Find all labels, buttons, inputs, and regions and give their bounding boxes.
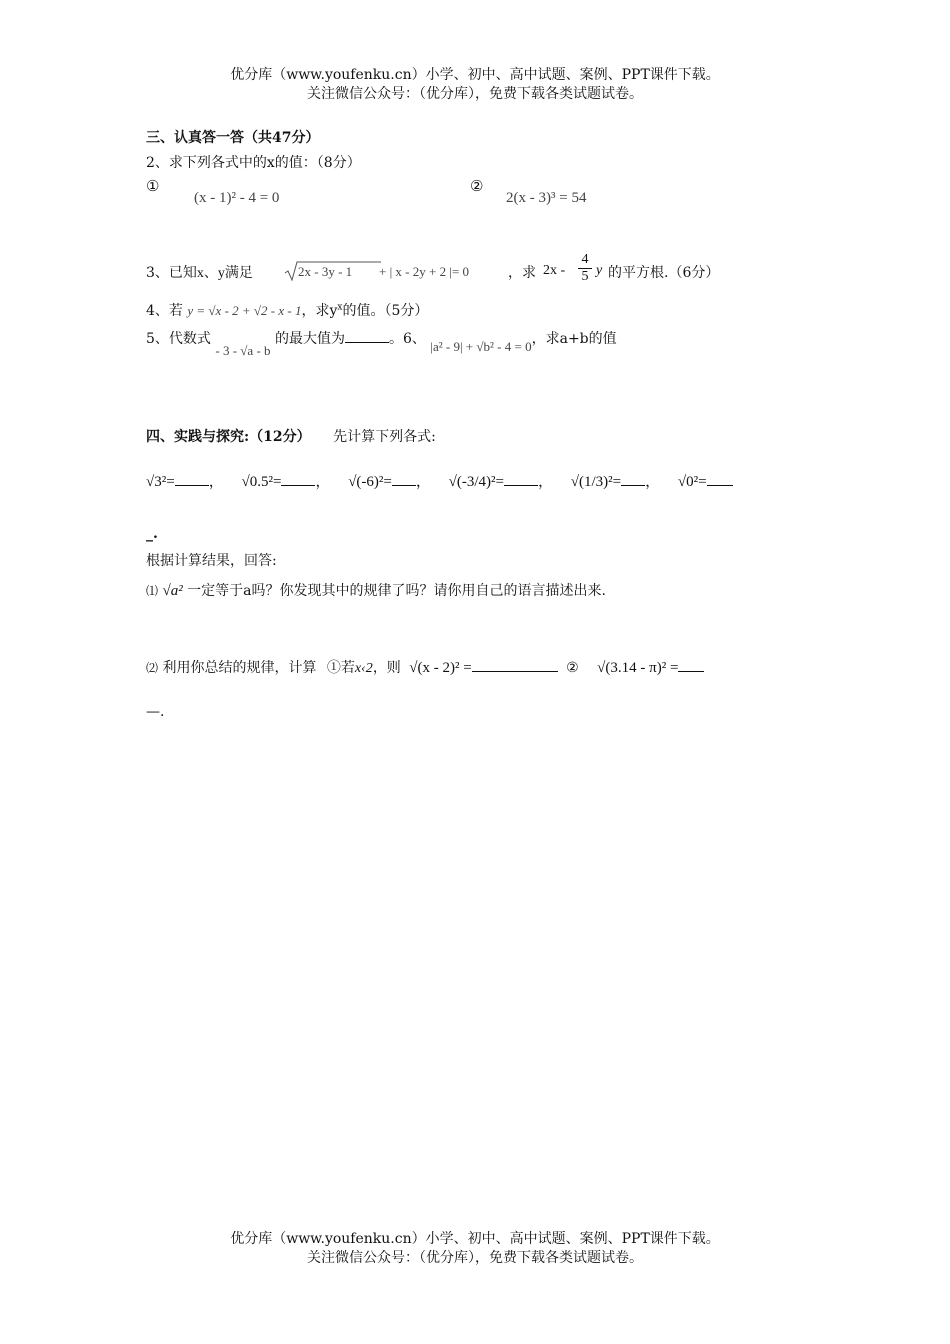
computation-blank-5[interactable] bbox=[621, 485, 645, 486]
part-1-expression: √a² bbox=[162, 583, 183, 599]
computation-blank-2[interactable] bbox=[281, 485, 315, 486]
q2-part2-number: ② bbox=[470, 177, 484, 195]
header-line-1: 优分库（www.youfenku.cn）小学、初中、高中试题、案例、PPT课件下载。 bbox=[230, 67, 720, 83]
computation-item-4: √(-3/4)²= bbox=[448, 474, 504, 490]
part-1-number: ⑴ bbox=[146, 584, 159, 598]
q3-var-y: y bbox=[217, 266, 225, 281]
q3-fraction-denominator: 5 bbox=[581, 269, 589, 284]
q3-tail: 的平方根.（6分） bbox=[608, 265, 720, 281]
computation-blank-6[interactable] bbox=[707, 485, 733, 486]
comma-5: ， bbox=[645, 474, 661, 490]
part-1 bbox=[146, 580, 606, 600]
q3-expression-start: 2x - bbox=[543, 263, 566, 278]
section-4-title: 四、实践与探究:（12分） bbox=[146, 429, 311, 445]
question-3 bbox=[146, 262, 253, 282]
footer-line-1: 优分库（www.youfenku.cn）小学、初中、高中试题、案例、PPT课件下载。 bbox=[230, 1231, 720, 1247]
question-4 bbox=[146, 300, 428, 320]
q4-tail: 的值。（5分） bbox=[342, 303, 429, 319]
answer-prompt: 根据计算结果，回答: bbox=[146, 553, 277, 569]
q4-prefix: 4、若 bbox=[146, 303, 183, 319]
section-4-heading bbox=[146, 426, 436, 446]
part-2-condition: x‹2 bbox=[354, 661, 373, 676]
part-2-text: 利用你总结的规律，计算 bbox=[162, 660, 317, 676]
part-2-expression-2: √(3.14 - π)² = bbox=[597, 660, 679, 676]
q4-expression: y = √x - 2 + √2 - x - 1 bbox=[187, 303, 302, 318]
q3-radicand: 2x - 3y - 1 bbox=[298, 264, 353, 279]
comma-1: ， bbox=[208, 474, 224, 490]
q3-absolute-term: + | x - 2y + 2 |= 0 bbox=[379, 264, 470, 279]
computation-blank-4[interactable] bbox=[504, 485, 538, 486]
computation-item-1: √3²= bbox=[146, 474, 175, 490]
q3-fraction-numerator: 4 bbox=[578, 252, 592, 269]
header-line-2: 关注微信公众号：（优分库），免费下载各类试题试卷。 bbox=[307, 86, 643, 102]
question-2-label: 2、求下列各式中的x的值：（8分） bbox=[146, 155, 361, 171]
comma-3: ， bbox=[415, 474, 431, 490]
part-2-number: ⑵ bbox=[146, 661, 159, 675]
q6-expression: |a² - 9| + √b² - 4 = 0 bbox=[430, 339, 532, 354]
q6-tail: ，求a+b的值 bbox=[531, 331, 617, 347]
q5-expression: - 3 - √a - b bbox=[215, 343, 271, 358]
part-1-text: 一定等于a吗？你发现其中的规律了吗？请你用自己的语言描述出来. bbox=[187, 583, 606, 599]
question-5-6 bbox=[146, 328, 617, 358]
computation-row bbox=[146, 470, 733, 491]
q4-middle: ，求y bbox=[301, 303, 338, 319]
q5-prefix: 5、代数式 bbox=[146, 331, 211, 347]
part-2 bbox=[146, 657, 704, 677]
q3-fraction bbox=[578, 252, 592, 285]
part-2-then: ，则 bbox=[372, 660, 401, 676]
computation-item-2: √0.5²= bbox=[241, 474, 282, 490]
comma-4: ， bbox=[537, 474, 553, 490]
q2-part2-equation: 2(x - 3)³ = 54 bbox=[506, 190, 587, 206]
computation-item-3: √(-6)²= bbox=[348, 474, 392, 490]
q3-ask: ，求 bbox=[508, 265, 536, 281]
computation-trailing: _. bbox=[146, 526, 158, 542]
q3-condition-label: 满足 bbox=[224, 265, 253, 281]
q2-part1-equation: (x - 1)² - 4 = 0 bbox=[194, 190, 280, 206]
q5-after: 。6、 bbox=[388, 331, 426, 347]
q5-middle: 的最大值为 bbox=[274, 331, 345, 347]
part-2-case-1: ①若 bbox=[326, 660, 355, 676]
q3-var-x: x bbox=[196, 266, 204, 281]
comma-2: ， bbox=[315, 474, 331, 490]
q3-prefix: 3、已知 bbox=[146, 265, 197, 281]
part-2-trailing: —. bbox=[146, 704, 165, 720]
computation-blank-1[interactable] bbox=[175, 485, 209, 486]
q3-expression-y: y bbox=[596, 263, 603, 278]
part-2-blank-2[interactable] bbox=[678, 671, 704, 672]
q3-separator: 、 bbox=[203, 265, 218, 281]
q4-superscript: x bbox=[337, 302, 343, 313]
part-2-blank-1[interactable] bbox=[472, 671, 558, 672]
q5-answer-blank[interactable] bbox=[345, 342, 389, 343]
section-4-intro: 先计算下列各式: bbox=[333, 429, 436, 445]
footer-line-2: 关注微信公众号：（优分库），免费下载各类试题试卷。 bbox=[307, 1250, 643, 1266]
computation-blank-3[interactable] bbox=[392, 485, 416, 486]
computation-item-6: √0²= bbox=[677, 474, 707, 490]
part-2-case-2: ② bbox=[566, 660, 579, 676]
part-2-expression-1: √(x - 2)² = bbox=[409, 660, 472, 676]
computation-item-5: √(1/3)²= bbox=[570, 474, 622, 490]
q2-part1-number: ① bbox=[146, 177, 160, 195]
section-3-title: 三、认真答一答（共47分） bbox=[146, 130, 320, 146]
